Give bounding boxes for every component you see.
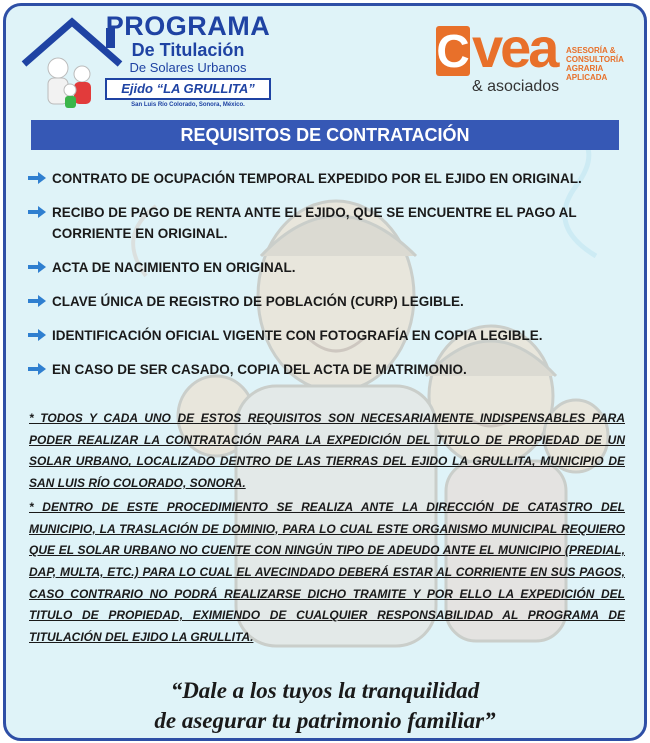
cvea-c-mark: C [436,25,470,77]
note-paragraph: * DENTRO DE ESTE PROCEDIMIENTO SE REALIZA ANTE LA DIRECCIÓN DE CATASTRO DEL MUNICIPIO, LA TRASLACIÓN DE DOMINIO, PARA LO CUAL ESTE ORGANISMO MUNICIPAL REQUIERO QUE EL SOLAR URBANO NO CUENTE CON NINGÚN TIPO DE ADEUDO ANTE EL MUNICIPIO (PREDIAL, DAP, MULTA, ETC.) PARA LO CUAL EL AVECINDADO DEBERÁ ESTAR AL CORRIENTE EN SUS PAGOS, CASO CONTRARIO NO PODRÁ REALIZARSE DICHO TRAMITE Y POR ELLO LA EXPEDICIÓN DEL TITULO DE PROPIEDAD, EXIMIENDO DE CUALQUIER RESPONSABILIDAD AL PROGRAMA DE TITULACIÓN DEL EJIDO LA GRULLITA. [29,499,625,645]
arrow-icon [28,206,46,218]
arrow-icon [28,261,46,273]
arrow-icon [28,363,46,375]
program-title: PROGRAMA [105,11,271,41]
requirements-header: REQUISITOS DE CONTRATACIÓN [31,120,619,150]
slogan [6,676,644,736]
cvea-logo [436,16,626,104]
requirement-text: IDENTIFICACIÓN OFICIAL VIGENTE CON FOTOGRAFÍA EN COPIA LEGIBLE. [52,328,543,343]
list-item [28,257,624,278]
list-item [28,202,624,244]
arrow-icon [28,295,46,307]
requirements-list [28,168,624,380]
notes-section [29,408,625,651]
programa-logo [20,12,290,112]
list-item [28,168,624,189]
location-label: San Luis Río Colorado, Sonora, México. [131,102,245,108]
requirement-text: CLAVE ÚNICA DE REGISTRO DE POBLACIÓN (CURP) LEGIBLE. [52,294,464,309]
requirement-text: RECIBO DE PAGO DE RENTA ANTE EL EJIDO, QUE SE ENCUENTRE EL PAGO AL CORRIENTE EN ORIGINAL. [52,205,577,241]
list-item [28,359,624,380]
cvea-asociados: & asociados [472,78,560,95]
list-item [28,325,624,346]
list-item [28,291,624,312]
requirement-text: CONTRATO DE OCUPACIÓN TEMPORAL EXPEDIDO POR EL EJIDO EN ORIGINAL. [52,171,582,186]
cvea-tagline: ASESORÍA & CONSULTORÍA AGRARIA APLICADA [566,46,624,82]
cvea-wordmark: vea [472,16,557,79]
flyer-frame [3,3,647,741]
note-paragraph: * TODOS Y CADA UNO DE ESTOS REQUISITOS SON NECESARIAMENTE INDISPENSABLES PARA PODER REALIZAR LA CONTRATACIÓN PARA LA EXPEDICIÓN DEL TITULO DE PROPIEDAD DE UN SOLAR URBANO, LOCALIZADO DENTRO DE LAS TIERRAS DEL EJIDO LA GRULLITA, MUNICIPIO DE SAN LUIS RÍO COLORADO, SONORA. [29,411,625,491]
slogan-line-1: “Dale a los tuyos la tranquilidad [170,678,480,703]
requirement-text: EN CASO DE SER CASADO, COPIA DEL ACTA DE MATRIMONIO. [52,362,467,377]
program-subtitle-2: De Solares Urbanos [129,60,247,75]
arrow-icon [28,172,46,184]
requirement-text: ACTA DE NACIMIENTO EN ORIGINAL. [52,260,296,275]
program-subtitle: De Titulación [131,40,245,60]
slogan-line-2: de asegurar tu patrimonio familiar” [154,708,496,733]
ejido-label: Ejido “LA GRULLITA” [105,78,271,100]
arrow-icon [28,329,46,341]
